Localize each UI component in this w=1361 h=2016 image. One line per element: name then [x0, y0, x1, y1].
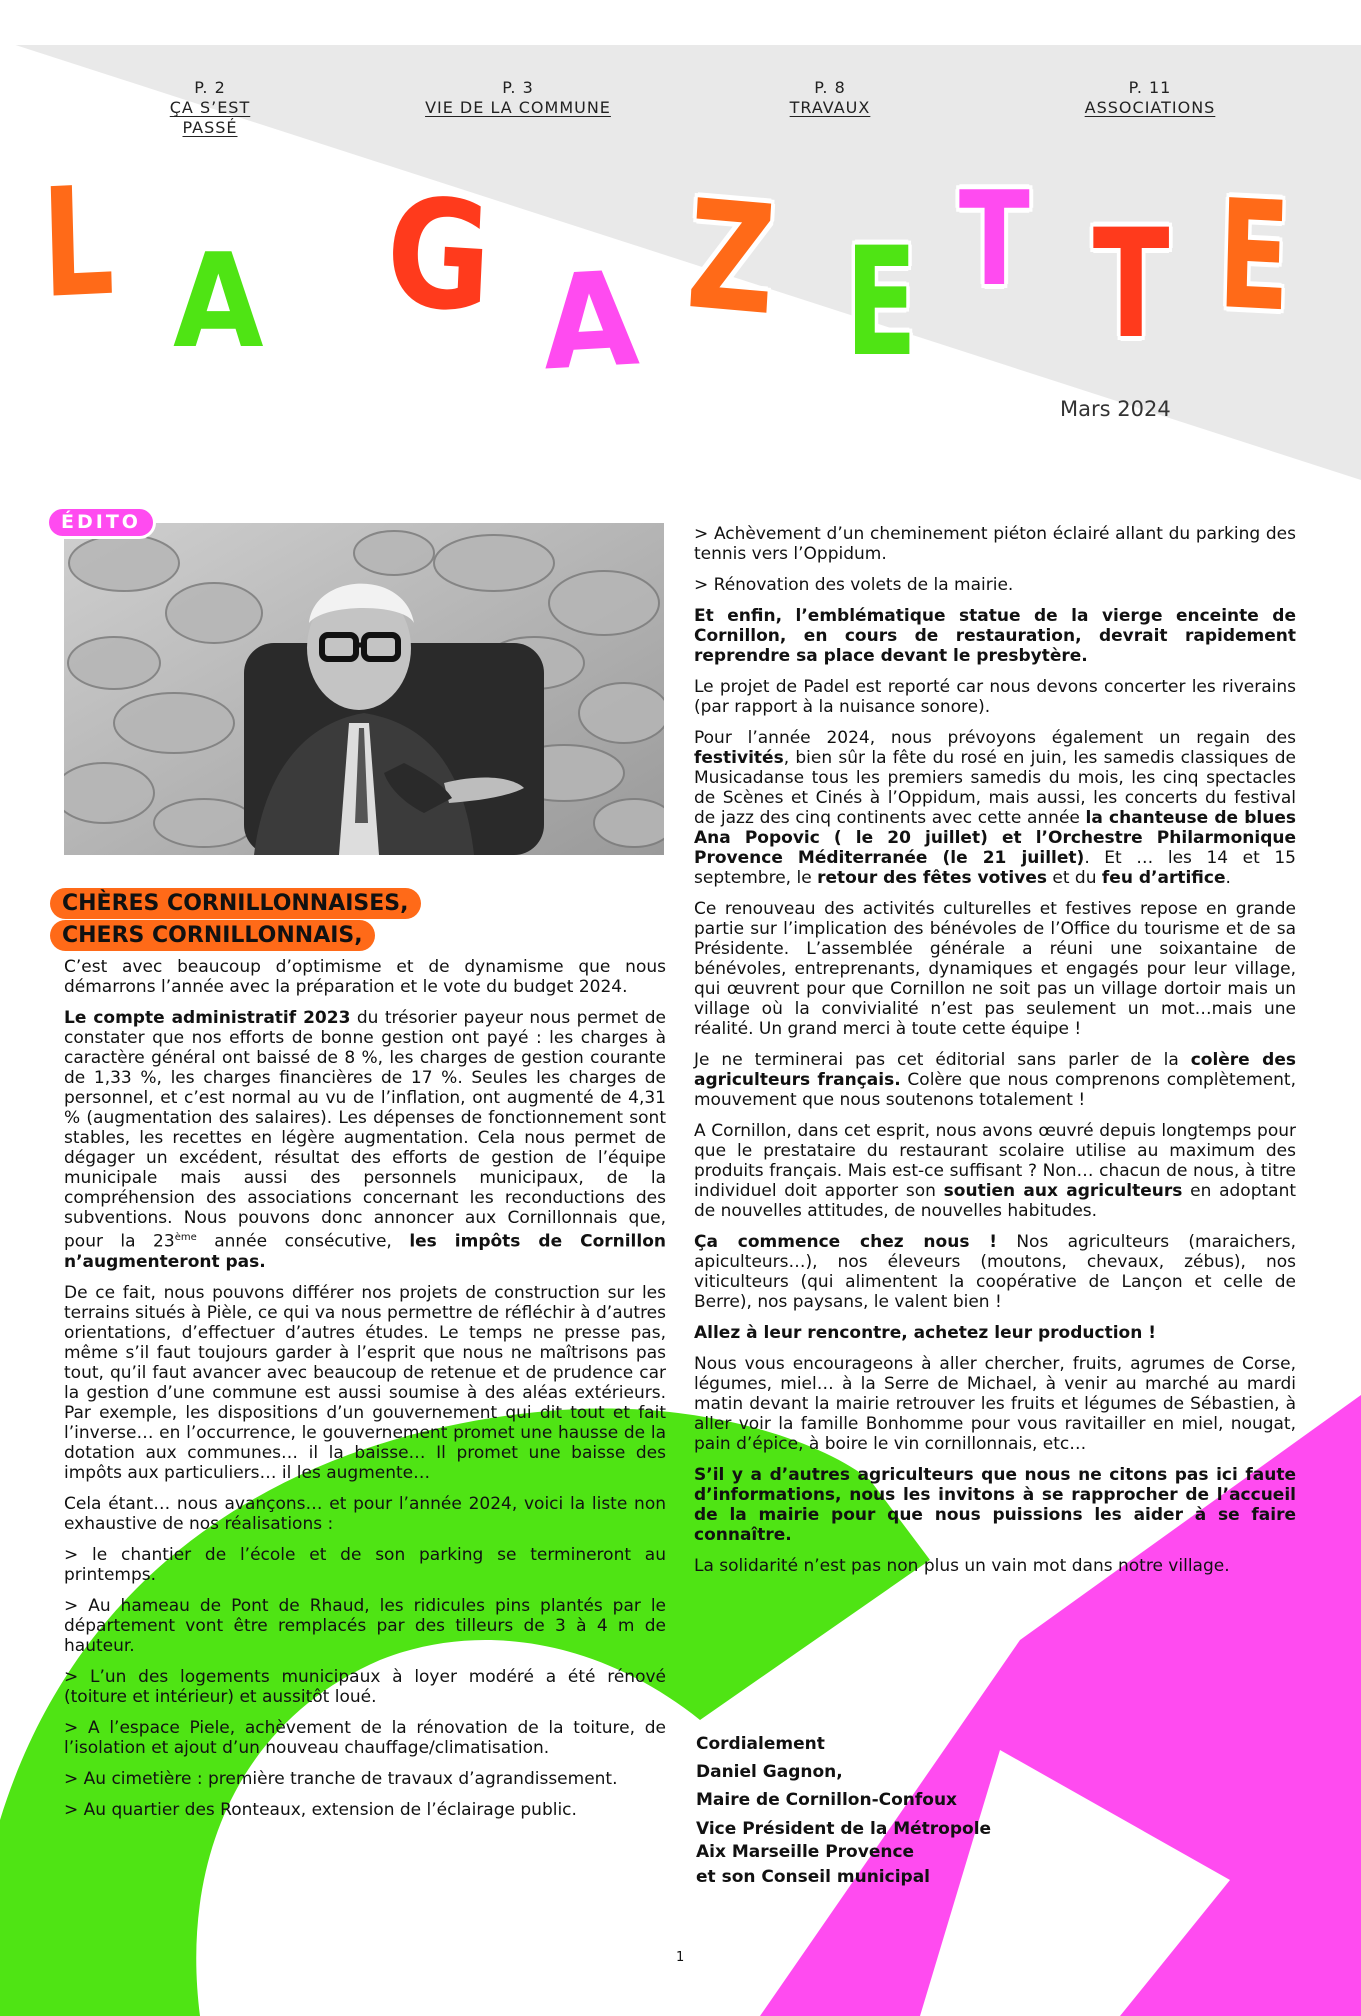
nav-item-associations[interactable]	[1050, 78, 1250, 118]
paragraph-statue	[694, 606, 1296, 666]
masthead-la-gazette	[39, 154, 1330, 400]
text: , bien sûr la fête du rosé en juin, les samedis classiques de Musicadanse tous les premiers samedis du mois, les cinq spectacles de Scènes et Cinés à l’Oppidum, mais aussi, les concerts du festival de jazz des cinq continents avec cette année	[694, 748, 1296, 828]
list-item: > le chantier de l’école et de son parking se termineront au printemps.	[64, 1544, 666, 1585]
paragraph: La solidarité n’est pas non plus un vain mot dans notre village.	[694, 1556, 1230, 1576]
list-item: > A l’espace Piele, achèvement de la rénovation de la toiture, de l’isolation et ajout d’un nouveau chauffage/climatisation.	[64, 1717, 666, 1758]
mayor-photo	[64, 523, 664, 855]
paragraph: Ce renouveau des activités culturelles et festives repose en grande partie sur l’implication des bénévoles de l’Office du tourisme et de sa Présidente. L’assemblée générale a réuni une soixantaine de bénévoles, entreprenants, dynamiques et engagés pour leur village, qui œuvrent pour que Cornillon ne soit pas un village dortoir mais un village où la convivialité n’est pas seulement un mot…mais une réalité. Un grand merci à toute cette équipe !	[694, 899, 1296, 1039]
bold-text: festivités	[694, 748, 784, 768]
text: année consécutive,	[196, 1231, 410, 1252]
nav-section-link[interactable]: ÇA S’EST PASSÉ	[169, 98, 251, 137]
signature-line: Cordialement	[696, 1734, 825, 1754]
paragraph: Nous vous encourageons à aller chercher, fruits, agrumes de Corse, légumes, miel… à la Serre de Michael, à venir au marché au mardi matin devant la mairie retrouver les fruits et légumes de Sébastien, à aller voir la famille Bonhomme pour vous ravitailler en miel, nougat, pain d’épice, à boire le vin cornillonnais, etc…	[694, 1354, 1296, 1454]
signature-line: Maire de Cornillon-Confoux	[696, 1790, 958, 1810]
paragraph-festivites	[694, 728, 1296, 888]
nav-section-link[interactable]: TRAVAUX	[789, 98, 871, 117]
bold-text: Le compte administratif 2023	[64, 1008, 351, 1028]
paragraph: Cela étant… nous avançons… et pour l’année 2024, voici la liste non exhaustive de nos réalisations :	[64, 1493, 666, 1534]
text: Je ne terminerai pas cet éditorial sans parler de la	[694, 1050, 1191, 1070]
paragraph-soutien	[694, 1121, 1296, 1221]
masthead-letter: T	[958, 163, 1030, 315]
bold-text: les impôts de Cornillon n’augmenteront pas.	[64, 1231, 666, 1272]
signature-line: Aix Marseille Provence	[696, 1842, 915, 1862]
masthead-letter: L	[39, 154, 116, 332]
masthead-letter: T	[1092, 198, 1170, 372]
signature-line: Daniel Gagnon,	[696, 1762, 843, 1782]
paragraph: De ce fait, nous pouvons différer nos projets de construction sur les terrains situés à Pièle, ce qui va nous permettre de réfléchir à d’autres orientations, d’effectuer d’autres études. Le temps ne presse pas, même s’il faut toujours garder à l’esprit que nous ne maîtrisons pas tout, qu’il faut avancer avec beaucoup de retenue et de prudence car la gestion d’une commune est aussi soumise à des aléas extérieurs. Par exemple, les dispositions d’un gouvernement qui dit tout et fait l’inverse… en l’occurrence, le gouvernement promet une hausse de la dotation aux communes… il la baisse… Il promet une baisse des impôts aux particuliers… il les augmente…	[64, 1282, 666, 1483]
paragraph-colere	[694, 1050, 1296, 1110]
headline-line-1: CHÈRES CORNILLONNAISES,	[50, 888, 421, 919]
bold-text: Et enfin, l’emblématique statue de la vierge enceinte de Cornillon, en cours de restauration, devrait rapidement reprendre sa place devant le presbytère.	[694, 606, 1296, 666]
text: A Cornillon, dans cet esprit, nous avons œuvré depuis longtemps pour que le prestataire du restaurant scolaire utilise au maximum des produits français. Mais est-ce suffisant ? Non… chacun de nous, à titre individuel doit apporter son	[694, 1121, 1296, 1201]
paragraph: Le projet de Padel est reporté car nous devons concerter les riverains (par rapport à la nuisance sonore).	[694, 677, 1296, 717]
list-item: > Au cimetière : première tranche de travaux d’agrandissement.	[64, 1768, 618, 1789]
text: du trésorier payeur nous permet de constater que nos efforts de bonne gestion ont payé : les charges à caractère général ont baissé de 8 %, les charges de gestion courante de 1,33 %, les charges financières de 17 %. Seules les charges de personnel, et c’est normal au vu de l’inflation, ont augmenté de 4,31 % (augmentation des salaires). Les dépenses de fonctionnement sont stables, les recettes en légère augmentation. Cela nous permet de dégager un excédent, résultat des efforts de gestion de l’équipe municipale mais aussi des personnels municipaux, de la compréhension des associations concernant les reconductions des subventions. Nous pouvons donc annoncer aux Cornillonnais que, pour la 23	[64, 1008, 666, 1252]
editorial-left-column	[64, 957, 666, 1831]
masthead-letter: E	[1216, 168, 1292, 346]
list-item: > Achèvement d’un cheminement piéton éclairé allant du parking des tennis vers l’Oppidum.	[694, 524, 1296, 564]
bold-text: retour des fêtes votives	[817, 868, 1047, 888]
signature-line: et son Conseil municipal	[696, 1867, 930, 1887]
nav-page-number: P. 8	[814, 78, 846, 97]
bold-text: soutien aux agriculteurs	[943, 1181, 1183, 1201]
paragraph-agriculteurs	[694, 1465, 1296, 1545]
headline-line-2: CHERS CORNILLONNAIS,	[50, 920, 375, 951]
paragraph-compte-administratif	[64, 1008, 666, 1272]
signature-line: Vice Président de la Métropole	[696, 1819, 992, 1839]
paragraph-ca-commence	[694, 1232, 1296, 1312]
paragraph: C’est avec beaucoup d’optimisme et de dynamisme que nous démarrons l’année avec la préparation et le vote du budget 2024.	[64, 957, 666, 997]
list-item: > Au quartier des Ronteaux, extension de l’éclairage public.	[64, 1799, 577, 1820]
edito-badge: ÉDITO	[46, 506, 156, 539]
nav-page-number: P. 2	[194, 78, 226, 97]
masthead-letter: Z	[682, 168, 780, 350]
signature-block	[696, 1730, 991, 1890]
list-item: > L’un des logements municipaux à loyer modéré a été rénové (toiture et intérieur) et aussitôt loué.	[64, 1666, 666, 1707]
editorial-right-column	[694, 524, 1296, 1587]
list-item: > Au hameau de Pont de Rhaud, les ridicules pins plantés par le département vont être remplacés par des tilleurs de 3 à 4 m de hauteur.	[64, 1595, 666, 1656]
bold-text: colère des agriculteurs français.	[694, 1050, 1296, 1090]
bold-text: la chanteuse de blues Ana Popovic ( le 20 juillet) et l’Orchestre Philarmonique Provence Méditerranée (le 21 juillet)	[694, 808, 1296, 868]
masthead-letter: A	[173, 225, 264, 377]
bold-text: Allez à leur rencontre, achetez leur production !	[694, 1323, 1156, 1343]
masthead-letter: A	[538, 242, 642, 400]
bold-text: feu d’artifice	[1101, 868, 1226, 888]
masthead-letter: G	[382, 166, 496, 347]
issue-date: Mars 2024	[1060, 397, 1171, 421]
text: en adoptant de nouvelles attitudes, de nouvelles habitudes.	[694, 1181, 1297, 1221]
nav-item-ca-sest-passe[interactable]	[140, 78, 280, 138]
list-item: > Rénovation des volets de la mairie.	[694, 575, 1014, 595]
paragraph-allez	[694, 1323, 1296, 1343]
bold-text: S’il y a d’autres agriculteurs que nous ne citons pas ici faute d’informations, nous les invitons à se rapprocher de l’accueil de la mairie pour que nous puissions les aider à se faire connaître.	[694, 1465, 1296, 1545]
nav-section-link[interactable]: VIE DE LA COMMUNE	[425, 98, 611, 117]
text: .	[1225, 868, 1231, 888]
superscript: ème	[174, 1232, 197, 1243]
masthead-letter: E	[845, 216, 918, 390]
nav-section-link[interactable]: ASSOCIATIONS	[1084, 98, 1216, 117]
nav-page-number: P. 11	[1128, 78, 1172, 97]
text: . Et … les 14 et 15 septembre, le	[694, 848, 1297, 888]
nav-page-number: P. 3	[502, 78, 534, 97]
nav-item-vie-de-la-commune[interactable]	[388, 78, 648, 118]
text: Pour l’année 2024, nous prévoyons également un regain des	[694, 728, 1296, 748]
text: Nos agriculteurs (maraichers, apiculteurs…), nos éleveurs (moutons, chevaux, zébus), nos viticulteurs (qui alimentent la coopérative de Lançon et celle de Berre), nos paysans, le valent bien !	[694, 1232, 1296, 1312]
bold-text: Ça commence chez nous !	[694, 1232, 998, 1252]
text: Colère que nous comprenons complètement, mouvement que nous soutenons totalement !	[694, 1070, 1296, 1110]
page-number: 1	[676, 1950, 685, 1965]
text: et du	[1047, 868, 1102, 888]
nav-item-travaux[interactable]	[760, 78, 900, 118]
